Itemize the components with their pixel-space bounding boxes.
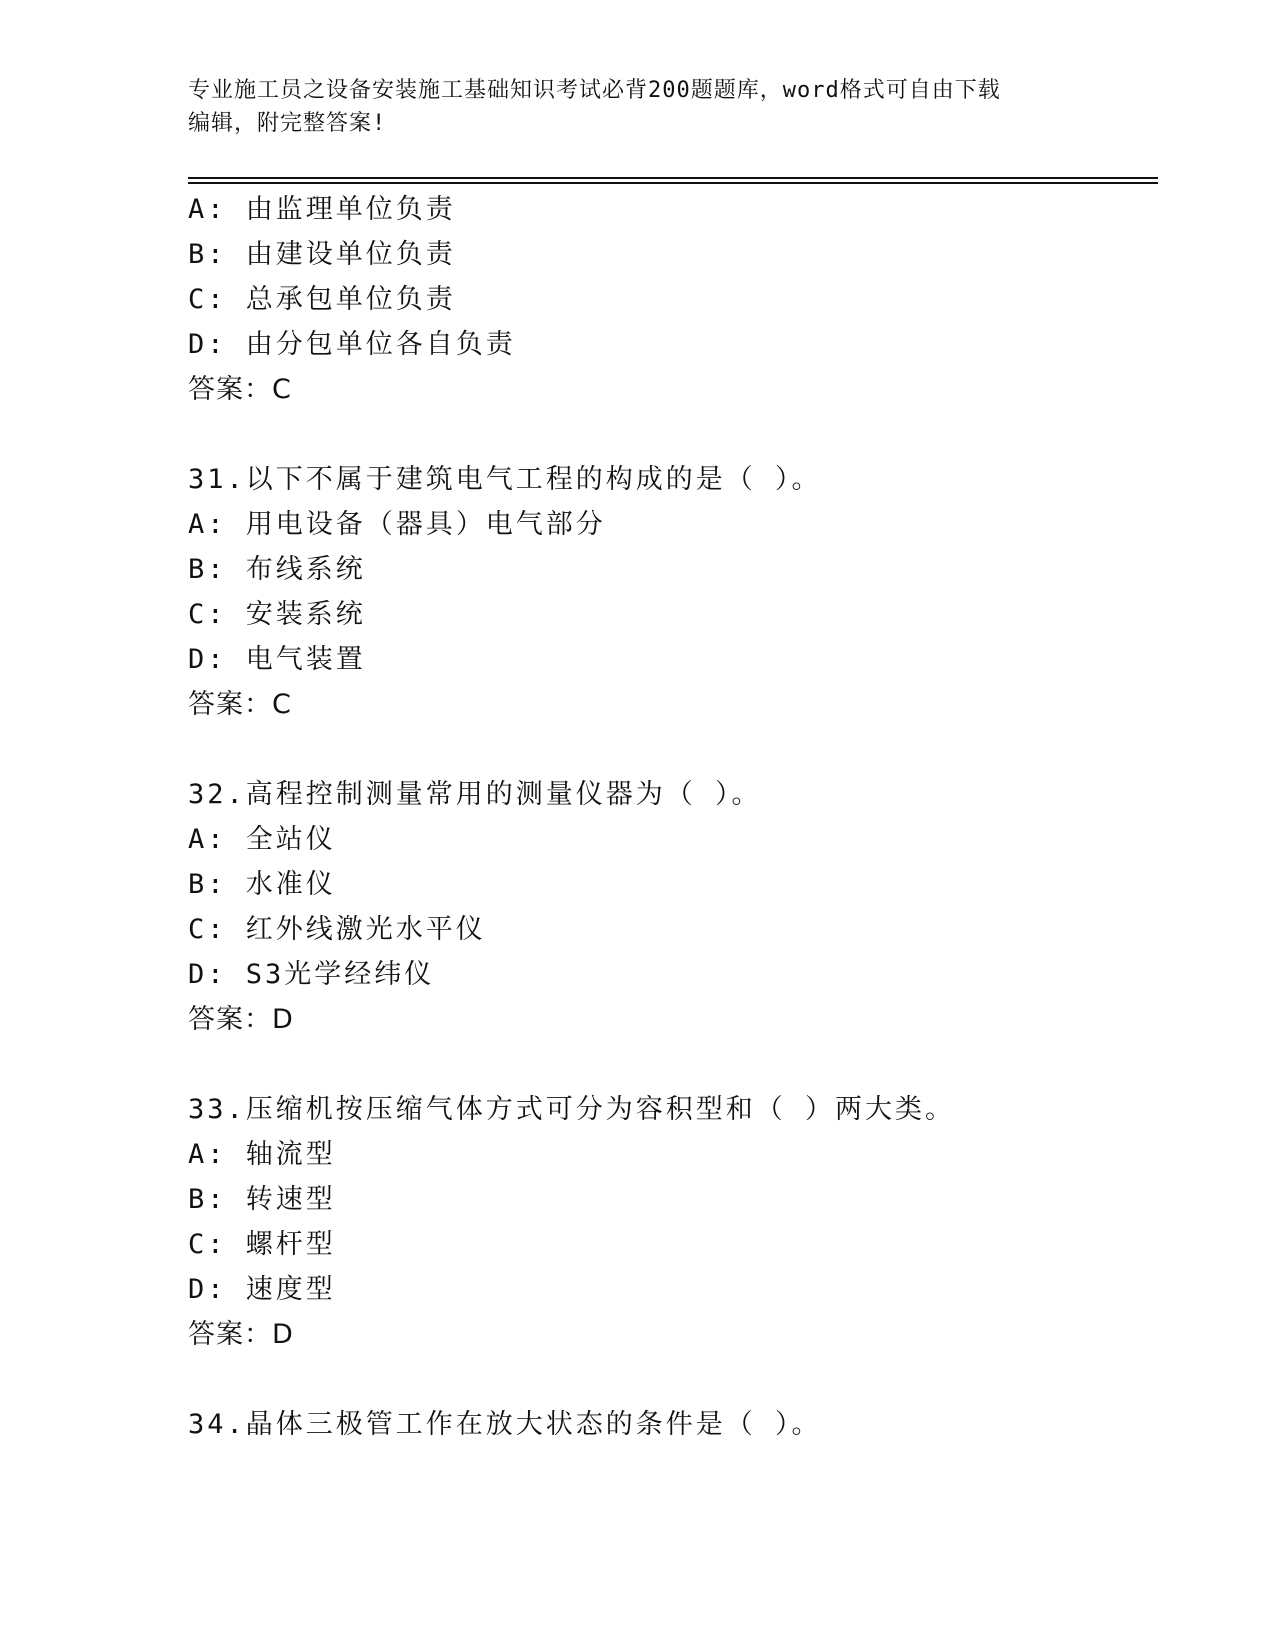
header-divider-bottom <box>188 182 1158 184</box>
q32-option-d: D: S3光学经纬仪 <box>188 959 435 990</box>
q31-option-b: B: 布线系统 <box>188 554 366 585</box>
q32-option-a: A: 全站仪 <box>188 824 336 855</box>
q33-option-a: A: 轴流型 <box>188 1139 336 1170</box>
header-divider-top <box>188 177 1158 179</box>
q33-option-c: C: 螺杆型 <box>188 1229 336 1260</box>
q34-question: 34.晶体三极管工作在放大状态的条件是（ ）。 <box>188 1409 822 1440</box>
q30-option-b: B: 由建设单位负责 <box>188 239 456 270</box>
q32-question: 32.高程控制测量常用的测量仪器为（ ）。 <box>188 779 762 810</box>
q30-answer: 答案：C <box>188 374 292 405</box>
header-line-2: 编辑，附完整答案! <box>188 111 387 136</box>
q30-option-d: D: 由分包单位各自负责 <box>188 329 516 360</box>
document-header <box>188 74 1088 140</box>
q31-question: 31.以下不属于建筑电气工程的构成的是（ ）。 <box>188 464 822 495</box>
q31-option-c: C: 安装系统 <box>188 599 366 630</box>
header-line-1: 专业施工员之设备安装施工基础知识考试必背200题题库，word格式可自由下载 <box>188 78 1001 103</box>
q33-option-b: B: 转速型 <box>188 1184 336 1215</box>
q30-option-c: C: 总承包单位负责 <box>188 284 456 315</box>
q32-answer: 答案：D <box>188 1004 294 1035</box>
q31-answer: 答案：C <box>188 689 292 720</box>
q32-option-c: C: 红外线激光水平仪 <box>188 914 486 945</box>
q32-option-b: B: 水准仪 <box>188 869 336 900</box>
q31-option-a: A: 用电设备（器具）电气部分 <box>188 509 606 540</box>
q30-option-a: A: 由监理单位负责 <box>188 194 456 225</box>
q33-question: 33.压缩机按压缩气体方式可分为容积型和（ ）两大类。 <box>188 1094 956 1125</box>
q33-option-d: D: 速度型 <box>188 1274 336 1305</box>
q31-option-d: D: 电气装置 <box>188 644 366 675</box>
q33-answer: 答案：D <box>188 1319 294 1350</box>
